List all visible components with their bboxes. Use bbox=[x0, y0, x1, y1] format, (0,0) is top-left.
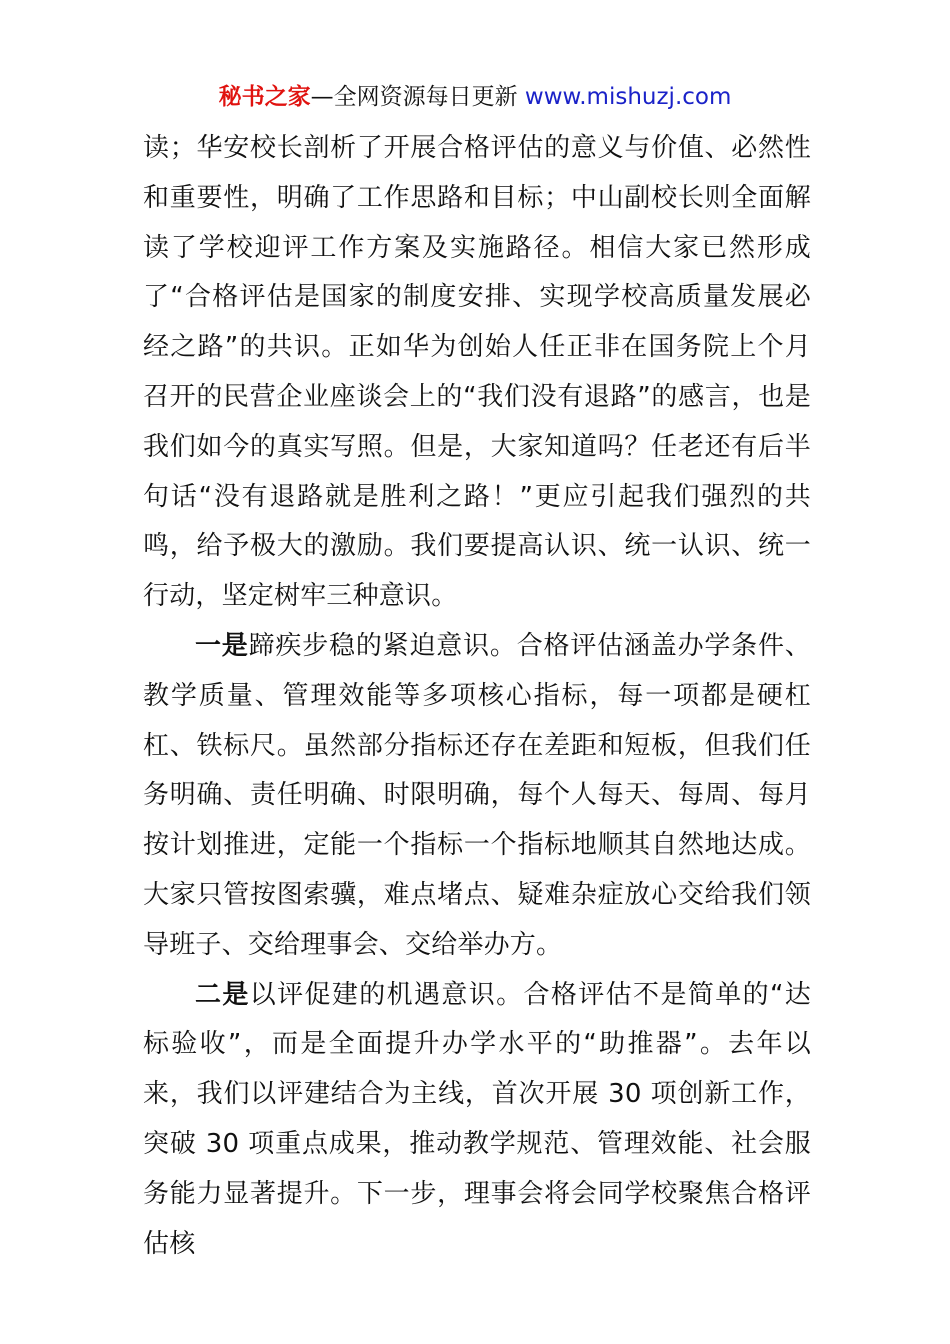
site-brand: 秘书之家 bbox=[218, 84, 311, 110]
site-tagline: —全网资源每日更新 bbox=[310, 84, 525, 110]
paragraph-text: 蹄疾步稳的紧迫意识。合格评估涵盖办学条件、教学质量、管理效能等多项核心指标，每一项都是硬杠杠、铁标尺。虽然部分指标还存在差距和短板，但我们任务明确、责任明确、时限明确，每个人每天、每周、每月按计划推进，定能一个指标一个指标地顺其自然地达成。大家只管按图索骥，难点堵点、疑难杂症放心交给我们领导班子、交给理事会、交给举办方。 bbox=[143, 630, 811, 960]
site-header bbox=[0, 80, 950, 114]
document-body bbox=[143, 124, 811, 1269]
paragraph-continued bbox=[143, 124, 811, 622]
site-url[interactable]: www.mishuzj.com bbox=[524, 84, 732, 110]
paragraph-lead: 一是 bbox=[195, 630, 249, 661]
paragraph-text: 读；华安校长剖析了开展合格评估的意义与价值、必然性和重要性，明确了工作思路和目标；中山副校长则全面解读了学校迎评工作方案及实施路径。相信大家已然形成了“合格评估是国家的制度安排、实现学校高质量发展必经之路”的共识。正如华为创始人任正非在国务院上个月召开的民营企业座谈会上的“我们没有退路”的感言，也是我们如今的真实写照。但是，大家知道吗？任老还有后半句话“没有退路就是胜利之路！”更应引起我们强烈的共鸣，给予极大的激励。我们要提高认识、统一认识、统一行动，坚定树牢三种意识。 bbox=[143, 133, 811, 612]
paragraph-lead: 二是 bbox=[195, 979, 250, 1010]
paragraph-point-one bbox=[143, 622, 811, 971]
paragraph-point-two bbox=[143, 971, 811, 1270]
paragraph-text: 以评促建的机遇意识。合格评估不是简单的“达标验收”，而是全面提升办学水平的“助推器”。去年以来，我们以评建结合为主线，首次开展 30 项创新工作，突破 30 项重点成果，推动教学规范、管理效能、社会服务能力显著提升。下一步，理事会将会同学校聚焦合格评估核 bbox=[143, 979, 812, 1259]
